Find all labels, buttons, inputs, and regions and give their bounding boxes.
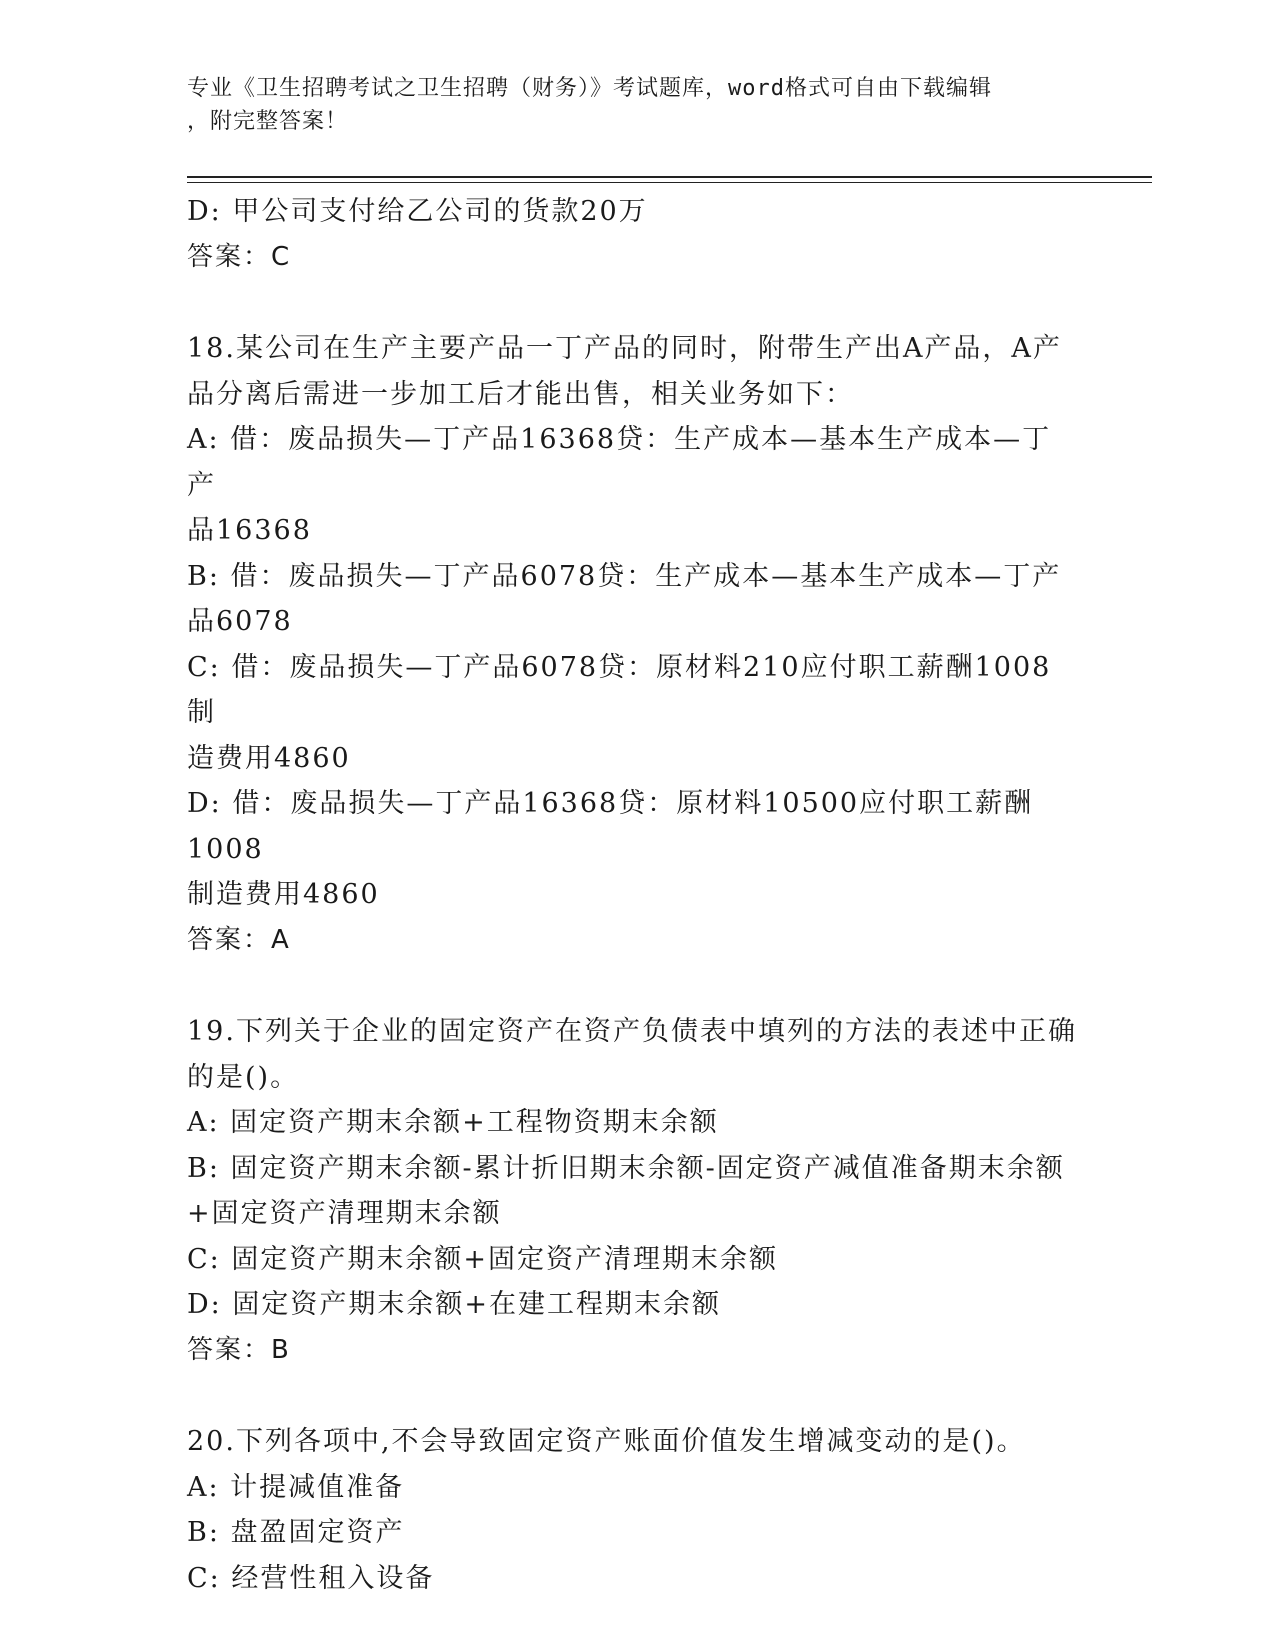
q19-option-d: D: 固定资产期末余额+在建工程期末余额 <box>187 1289 721 1320</box>
q18-option-d-line-2: 制造费用4860 <box>187 879 380 910</box>
q18-option-c-line-1: C: 借：废品损失—丁产品6078贷：原材料210应付职工薪酬1008制 <box>187 651 1052 728</box>
question-18 <box>187 326 1077 963</box>
q18-option-a-line-2: 品16368 <box>187 515 312 546</box>
q19-option-a: A: 固定资产期末余额+工程物资期末余额 <box>187 1107 719 1138</box>
question-content <box>187 189 1077 1601</box>
q19-answer: 答案：B <box>187 1334 291 1365</box>
q18-option-b-line-2: 品6078 <box>187 606 293 637</box>
spacer <box>187 1373 1077 1419</box>
q18-option-b-line-1: B: 借：废品损失—丁产品6078贷：生产成本—基本生产成本—丁产 <box>187 560 1062 592</box>
question-17-tail <box>187 189 1077 280</box>
q17-option-d: D: 甲公司支付给乙公司的货款20万 <box>187 196 648 227</box>
document-header <box>187 72 1067 138</box>
spacer <box>187 280 1077 326</box>
q20-option-a: A: 计提减值准备 <box>187 1471 405 1503</box>
header-line-2: ，附完整答案！ <box>187 109 349 134</box>
q20-option-b: B: 盘盈固定资产 <box>187 1517 405 1548</box>
q18-answer: 答案：A <box>187 924 291 955</box>
q20-option-c: C: 经营性租入设备 <box>187 1562 435 1594</box>
q17-answer: 答案：C <box>187 241 292 272</box>
q18-stem-line-2: 品分离后需进一步加工后才能出售，相关业务如下： <box>187 378 854 410</box>
q19-option-c: C: 固定资产期末余额+固定资产清理期末余额 <box>187 1243 778 1275</box>
spacer <box>187 963 1077 1009</box>
q19-option-b-line-1: B: 固定资产期末余额-累计折旧期末余额-固定资产减值准备期末余额 <box>187 1152 1065 1184</box>
header-line-1: 专业《卫生招聘考试之卫生招聘（财务）》考试题库，word格式可自由下载编辑 <box>187 76 992 101</box>
q18-option-a-line-1: A: 借：废品损失—丁产品16368贷：生产成本—基本生产成本—丁产 <box>187 424 1052 501</box>
q18-option-d-line-1: D: 借：废品损失—丁产品16368贷：原材料10500应付职工薪酬1008 <box>187 788 1034 865</box>
q19-stem-line-2: 的是()。 <box>187 1061 300 1093</box>
q19-option-b-line-2: +固定资产清理期末余额 <box>187 1198 502 1229</box>
q20-stem: 20.下列各项中,不会导致固定资产账面价值发生增减变动的是()。 <box>187 1426 1026 1457</box>
question-20 <box>187 1419 1077 1601</box>
q18-stem-line-1: 18.某公司在生产主要产品一丁产品的同时，附带生产出A产品，A产 <box>187 333 1062 364</box>
header-divider-thick <box>187 176 1152 178</box>
question-19 <box>187 1009 1077 1373</box>
q18-option-c-line-2: 造费用4860 <box>187 742 351 774</box>
q19-stem-line-1: 19.下列关于企业的固定资产在资产负债表中填列的方法的表述中正确 <box>187 1016 1077 1047</box>
header-divider-thin <box>187 182 1152 183</box>
